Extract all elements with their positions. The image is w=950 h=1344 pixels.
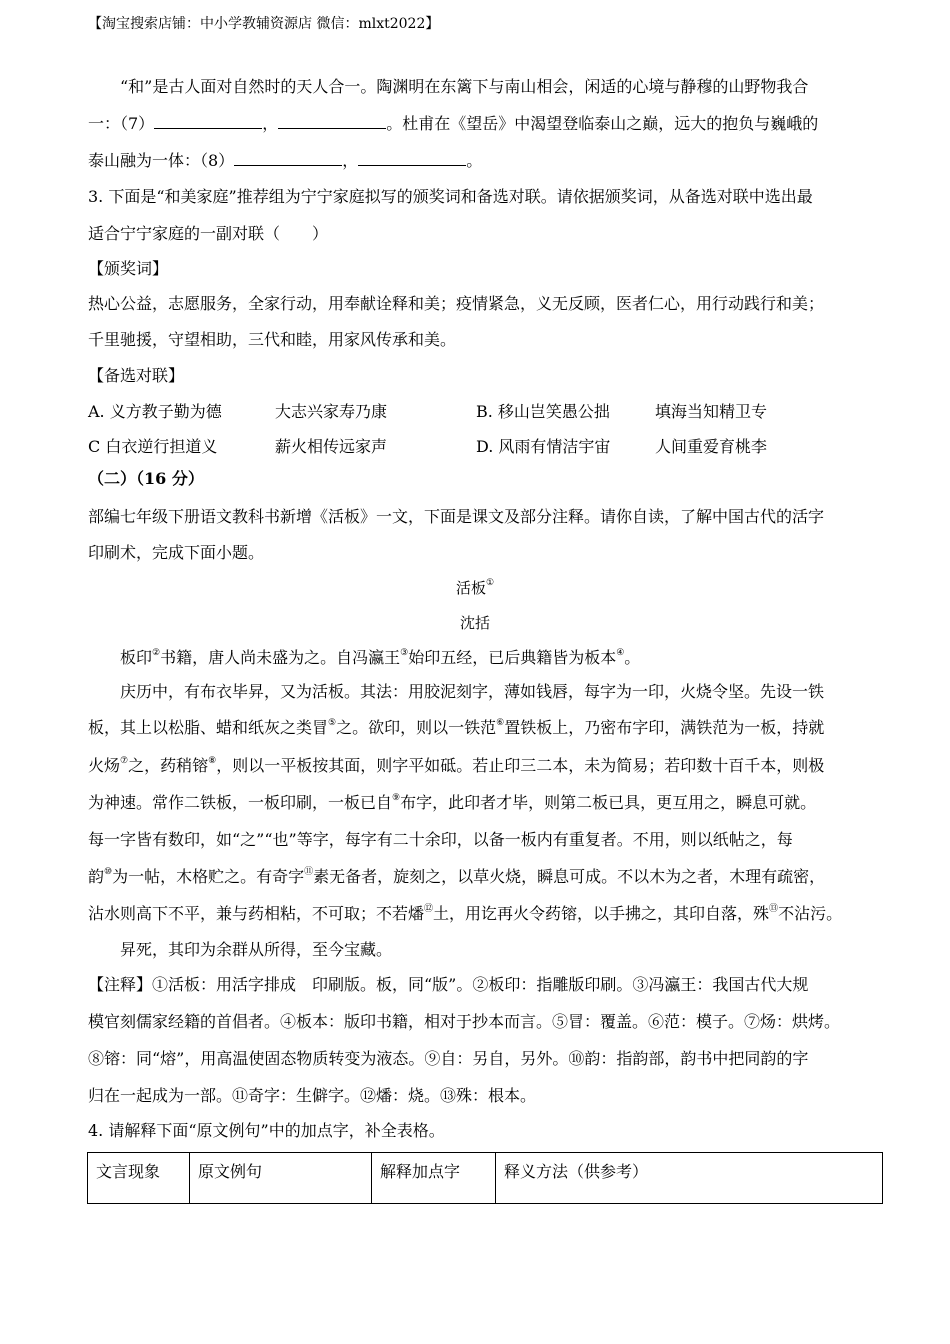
text-para2-line4 xyxy=(88,793,816,813)
section-title: （二）（16 分） xyxy=(88,469,204,488)
text-seg: 为一帖，木格贮之。有奇字 xyxy=(112,867,305,886)
q8-blank-1[interactable] xyxy=(234,151,342,166)
option-b-line1[interactable]: B. 移山岂笑愚公拙 xyxy=(476,402,610,421)
couplet-title: 【备选对联】 xyxy=(88,366,185,385)
section-intro-line2: 印刷术，完成下面小题。 xyxy=(88,543,265,562)
text-title-label: 活板 xyxy=(455,579,486,597)
text-seg: 韵 xyxy=(88,867,105,886)
text-seg: 不沾污。 xyxy=(778,904,843,923)
notes-line3: ⑧镕：同“熔”，用高温使固态物质转变为液态。⑨自：另自，另外。⑩韵：指韵部，韵书中把同韵的字 xyxy=(88,1049,809,1068)
footnote-mark: ⑤ xyxy=(328,718,337,728)
option-a-line2: 大志兴家寿乃康 xyxy=(275,402,388,421)
separator: ， xyxy=(262,114,279,133)
option-a-line1[interactable]: A. 义方教子勤为德 xyxy=(88,402,222,421)
separator: ， xyxy=(342,151,359,170)
section-intro-line1: 部编七年级下册语文教科书新增《活板》一文，下面是课文及部分注释。请你自读，了解中国古代的活字 xyxy=(88,507,825,526)
footnote-mark: ⑩ xyxy=(104,867,113,877)
option-b-line2: 填海当知精卫专 xyxy=(655,402,768,421)
text-para2-line7 xyxy=(88,904,842,924)
footnote-mark: ⑫ xyxy=(424,904,434,914)
text-para2-line3 xyxy=(88,756,824,776)
q4-prompt: 4. 请解释下面“原文例句”中的加点字，补全表格。 xyxy=(88,1121,445,1140)
award-line2: 千里驰援，守望相助，三代和睦，用家风传承和美。 xyxy=(88,330,457,349)
text-seg: 素无备者，旋刻之，以草火烧，瞬息可成。不以木为之者，木理有疏密， xyxy=(313,867,826,886)
table-header-cell: 文言现象 xyxy=(88,1153,190,1204)
para-he-line2 xyxy=(88,114,818,134)
text-seg: 布字，此印者才毕，则第二板已具，更互用之，瞬息可就。 xyxy=(400,793,817,812)
text-author: 沈括 xyxy=(459,614,490,632)
text-seg: 。 xyxy=(624,648,641,667)
q3-prompt-line1: 3. 下面是“和美家庭”推荐组为宁宁家庭拟写的颁奖词和备选对联。请依据颁奖词，从备选对联中选出最 xyxy=(88,187,813,206)
text-seg: ，则以一平板按其面，则字平如砥。若止印三二本，未为简易；若印数十百千本，则极 xyxy=(216,756,825,775)
text-para2-line6 xyxy=(88,867,825,887)
text-seg: 火炀 xyxy=(88,756,121,775)
para-he-line1: “和”是古人面对自然时的天人合一。陶渊明在东篱下与南山相会，闲适的心境与静穆的山野物我合 xyxy=(120,77,809,96)
award-line1: 热心公益，志愿服务，全家行动，用奉献诠释和美；疫情紧急，义无反顾，医者仁心，用行动践行和美； xyxy=(88,294,825,313)
page-header: 【淘宝搜索店铺：中小学教辅资源店 微信：mlxt2022】 xyxy=(88,16,440,32)
notes-line2: 模官刻儒家经籍的首倡者。④板本：版印书籍，相对于抄本而言。⑤冒：覆盖。⑥范：模子。⑦炀：烘烤。 xyxy=(88,1012,841,1031)
text-seg: 之。欲印，则以一铁范 xyxy=(336,718,497,737)
table-header-row xyxy=(88,1153,883,1204)
para-he-line3 xyxy=(88,151,482,171)
text-para2-line1: 庆历中，有布衣毕昇，又为活板。其法：用胶泥刻字，薄如钱唇，每字为一印，火烧令坚。先设一铁 xyxy=(120,682,825,701)
text-seg: 始印五经，已后典籍皆为板本 xyxy=(408,648,617,667)
footnote-mark: ① xyxy=(485,578,495,588)
text-seg: 置铁板上，乃密布字印，满铁范为一板，持就 xyxy=(504,718,825,737)
footnote-mark: ③ xyxy=(400,648,409,658)
footnote-mark: ④ xyxy=(616,648,625,658)
para-he-line3-end: 。 xyxy=(466,151,483,170)
text-seg: 为神速。常作二铁板，一板印刷，一板已自 xyxy=(88,793,393,812)
footnote-mark: ⑥ xyxy=(496,718,505,728)
q3-prompt-line2: 适合宁宁家庭的一副对联（ ） xyxy=(88,224,329,243)
award-title: 【颁奖词】 xyxy=(88,259,169,278)
q7-blank-1[interactable] xyxy=(154,114,262,129)
text-para1 xyxy=(120,648,640,668)
q7-label: 一：（7） xyxy=(88,114,155,133)
text-seg: 沾水则高下不平，兼与药相粘，不可取；不若燔 xyxy=(88,904,425,923)
footnote-mark: ⑬ xyxy=(769,904,779,914)
option-d-line1[interactable]: D. 风雨有情洁宇宙 xyxy=(476,437,611,456)
text-seg: 书籍，唐人尚未盛为之。自冯瀛王 xyxy=(160,648,401,667)
text-para2-line5: 每一字皆有数印，如“之”“也”等字，每字有二十余印，以备一板内有重复者。不用，则以纸帖之，每 xyxy=(88,830,793,849)
footnote-mark: ⑧ xyxy=(208,756,217,766)
footnote-mark: ⑨ xyxy=(392,793,401,803)
footnote-mark: ⑦ xyxy=(120,756,129,766)
text-seg: 之，药稍镕 xyxy=(128,756,209,775)
table-header-cell: 原文例句 xyxy=(190,1153,372,1204)
footnote-mark: ② xyxy=(152,648,161,658)
notes-line4: 归在一起成为一部。⑪奇字：生僻字。⑫燔：烧。⑬殊：根本。 xyxy=(88,1086,537,1105)
text-para2-line2 xyxy=(88,718,824,738)
text-seg: 土，用讫再火令药镕，以手拂之，其印自落，殊 xyxy=(433,904,770,923)
q8-label: 泰山融为一体：（8） xyxy=(88,151,235,170)
notes-line1: 【注释】①活板：用活字排成 印刷版。板，同“版”。②板印：指雕版印刷。③冯瀛王：我国古代大规 xyxy=(88,975,809,994)
text-seg: 板印 xyxy=(120,648,153,667)
option-d-line2: 人间重爱育桃李 xyxy=(655,437,768,456)
q8-blank-2[interactable] xyxy=(358,151,466,166)
footnote-mark: ⑪ xyxy=(304,867,314,877)
option-c-line1[interactable]: C 白衣逆行担道义 xyxy=(88,437,218,456)
option-c-line2: 薪火相传远家声 xyxy=(275,437,388,456)
text-seg: 板，其上以松脂、蜡和纸灰之类冒 xyxy=(88,718,329,737)
table-header-cell: 解释加点字 xyxy=(372,1153,496,1204)
para-he-line2-rest: 。杜甫在《望岳》中渴望登临泰山之巅，远大的抱负与巍峨的 xyxy=(386,114,819,133)
text-para3: 昇死，其印为余群从所得，至今宝藏。 xyxy=(120,940,393,959)
q4-table xyxy=(87,1152,883,1204)
table-header-cell: 释义方法（供参考） xyxy=(496,1153,883,1204)
text-title xyxy=(0,578,950,598)
q7-blank-2[interactable] xyxy=(278,114,386,129)
